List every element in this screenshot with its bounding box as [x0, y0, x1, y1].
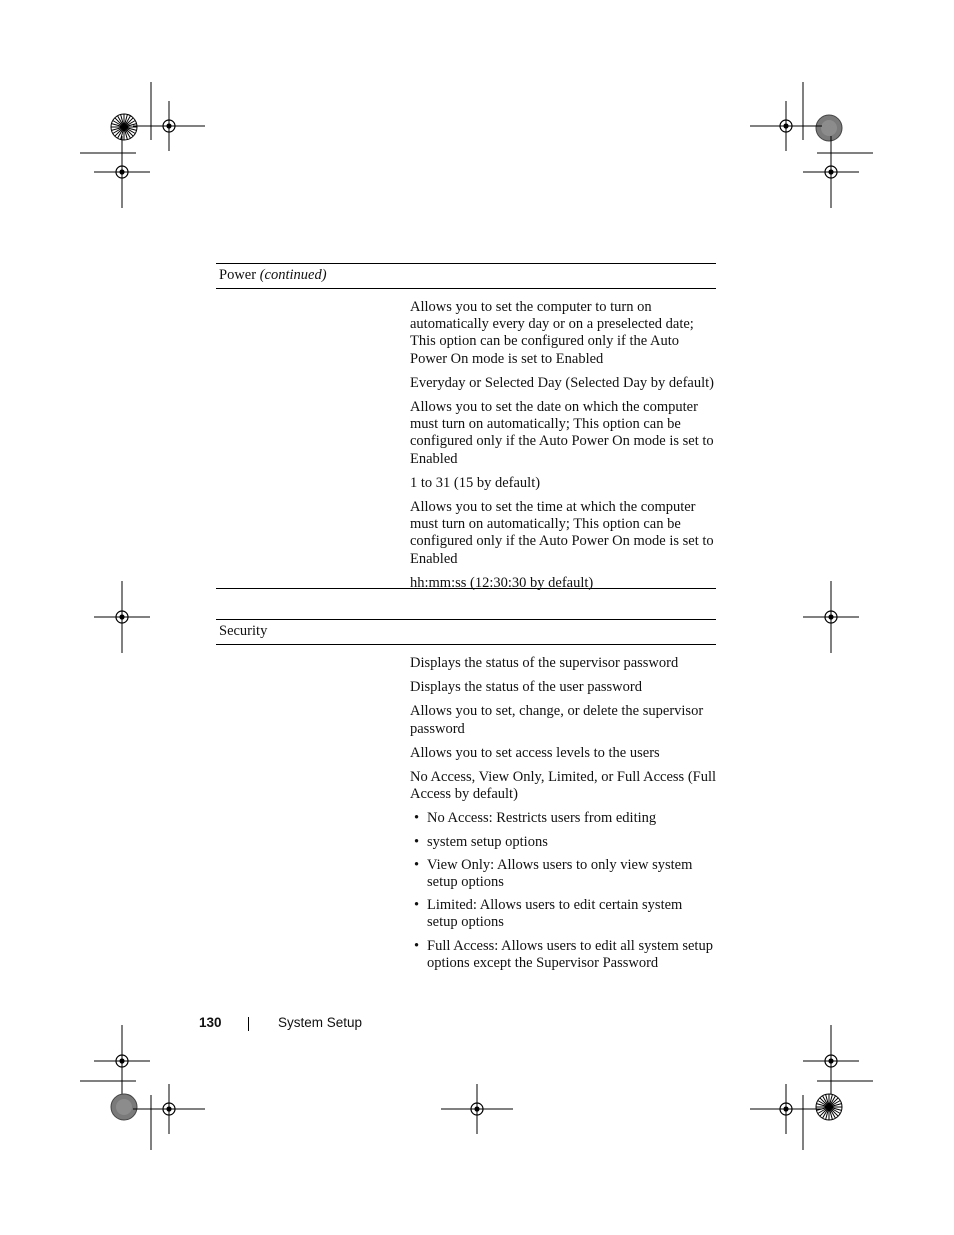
- power-title: Power: [219, 267, 257, 283]
- security-section-header: [216, 619, 716, 645]
- bullet-icon: •: [414, 937, 420, 954]
- power-entry: Allows you to set the time at which the computer must turn on automatically; This option can be configured only if the Auto Power On mode is set to Enabled: [410, 499, 714, 567]
- security-entry: Displays the status of the user password: [410, 679, 642, 696]
- registration-dot: [119, 169, 124, 174]
- footer-separator: [248, 1017, 249, 1031]
- power-entry: Allows you to set the date on which the computer must turn on automatically; This option can be configured only if the Auto Power On mode is set to Enabled: [410, 399, 714, 467]
- power-entry: hh:mm:ss (12:30:30 by default): [410, 574, 594, 591]
- security-entry: Displays the status of the supervisor password: [410, 655, 679, 671]
- registration-dot: [828, 614, 833, 619]
- security-bullet-text: Full Access: Allows users to edit all system setup options except the Supervisor Password: [427, 937, 713, 971]
- security-bullet-item: [410, 857, 716, 891]
- registration-dot: [828, 1058, 833, 1063]
- power-entry: Everyday or Selected Day (Selected Day by default): [410, 374, 714, 391]
- gray-density-inner: [821, 120, 837, 136]
- power-section: [216, 263, 716, 589]
- bullet-icon: •: [414, 856, 420, 873]
- registration-dot: [783, 123, 788, 128]
- power-title-suffix: (continued): [259, 267, 327, 283]
- security-bullet-item: [410, 938, 716, 972]
- registration-dot: [828, 169, 833, 174]
- page-number: 130: [199, 1015, 222, 1030]
- security-entry: Allows you to set, change, or delete the supervisor password: [410, 703, 704, 737]
- security-entry: Allows you to set access levels to the users: [410, 744, 660, 761]
- registration-dot: [119, 614, 124, 619]
- power-entry: Allows you to set the computer to turn on automatically every day or on a preselected date; This option can be configured only if the Auto Power On mode is set to Enabled: [410, 299, 694, 367]
- bullet-icon: •: [414, 833, 420, 850]
- bullet-icon: •: [414, 897, 420, 914]
- bullet-icon: •: [414, 810, 420, 827]
- security-bullet-text: No Access: Restricts users from editing: [427, 810, 657, 827]
- power-description-column: [410, 289, 716, 592]
- power-entry: 1 to 31 (15 by default): [410, 474, 541, 491]
- footer-section-title: System Setup: [278, 1015, 363, 1030]
- security-bullet-item: [410, 810, 716, 827]
- security-bullet-item: [410, 834, 716, 851]
- gray-density-inner: [116, 1099, 132, 1115]
- security-bullet-item: [410, 897, 716, 931]
- registration-dot: [166, 1106, 171, 1111]
- registration-dot: [783, 1106, 788, 1111]
- power-section-header: [216, 263, 716, 289]
- security-entry: No Access, View Only, Limited, or Full Access (Full Access by default): [410, 769, 717, 803]
- security-bullet-text: Limited: Allows users to edit certain system setup options: [427, 897, 683, 931]
- security-description-column: [410, 645, 716, 972]
- security-title: Security: [219, 623, 268, 639]
- security-bullet-text: system setup options: [427, 833, 548, 850]
- security-bullet-text: View Only: Allows users to only view system setup options: [427, 856, 693, 891]
- security-section: [216, 619, 716, 978]
- power-section-body: [216, 289, 716, 589]
- registration-dot: [474, 1106, 479, 1111]
- security-section-body: [216, 645, 716, 972]
- registration-dot: [166, 123, 171, 128]
- registration-dot: [119, 1058, 124, 1063]
